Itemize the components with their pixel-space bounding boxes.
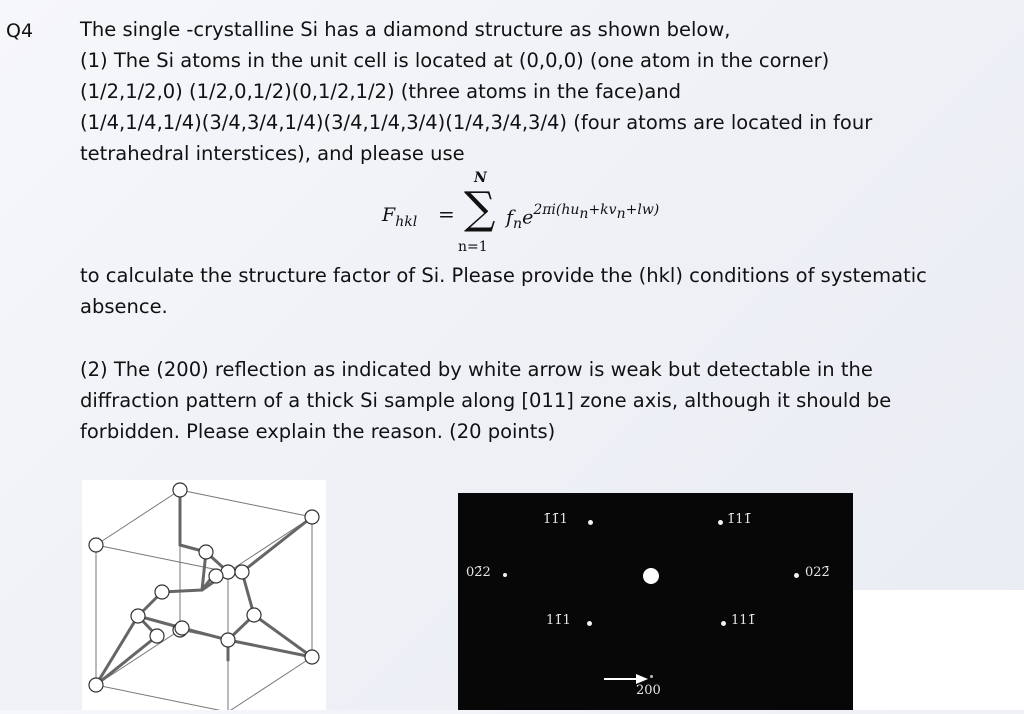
question-number: Q4 xyxy=(6,20,34,42)
formula-lhs: $F_{hkl}$ xyxy=(382,204,418,230)
spot-label-200: 200 xyxy=(636,683,661,698)
central-beam-spot xyxy=(643,568,659,584)
question-intro xyxy=(80,14,1010,169)
diffraction-spot xyxy=(587,621,592,626)
formula-term: $f_ne^{2\pi i(hu_n+kv_n+lw)}$ xyxy=(506,202,660,233)
sum-upper-limit: N xyxy=(474,170,487,186)
part2-question xyxy=(80,354,1010,447)
spot-label-111bar: 111̄ xyxy=(731,613,756,628)
intro-line: (1) The Si atoms in the unit cell is located at (0,0,0) (one atom in the corner) xyxy=(80,49,830,72)
calc-line: to calculate the structure factor of Si. Please provide the (hkl) conditions of systematic xyxy=(80,264,927,287)
sum-lower-limit: n=1 xyxy=(458,239,488,255)
spot-label-02bar2: 02̄2 xyxy=(466,565,491,580)
weak-200-spot xyxy=(650,675,653,678)
intro-line: (1/4,1/4,1/4)(3/4,3/4,1/4)(3/4,1/4,3/4)(1/4,3/4,3/4) (four atoms are located in four xyxy=(80,111,873,134)
structure-factor-formula xyxy=(370,168,750,260)
diamond-unit-cell-figure xyxy=(82,480,326,710)
formula-equals: = xyxy=(438,202,455,226)
diffraction-spot xyxy=(718,520,723,525)
intro-line: (1/2,1/2,0) (1/2,0,1/2)(0,1/2,1/2) (three atoms in the face)and xyxy=(80,80,682,103)
diffraction-spot xyxy=(503,573,507,577)
diffraction-spot xyxy=(588,520,593,525)
spot-label-022bar: 022̄ xyxy=(805,565,830,580)
diffraction-spot xyxy=(794,573,799,578)
sigma-symbol: ∑ xyxy=(464,183,496,234)
diffraction-spot xyxy=(721,621,726,626)
calc-line: absence. xyxy=(80,295,168,318)
part2-line: (2) The (200) reflection as indicated by white arrow is weak but detectable in the xyxy=(80,358,873,381)
part2-line: diffraction pattern of a thick Si sample along [011] zone axis, although it should be xyxy=(80,389,892,412)
spot-label-1bar1bar1: 1̄1̄1 xyxy=(543,512,568,527)
calc-instruction xyxy=(80,260,1010,322)
unit-cell-diagram xyxy=(82,480,326,710)
diffraction-pattern-figure xyxy=(458,493,853,710)
white-background-patch xyxy=(853,590,1024,710)
intro-line: The single -crystalline Si has a diamond structure as shown below, xyxy=(80,18,731,41)
intro-line: tetrahedral interstices), and please use xyxy=(80,142,465,165)
spot-label-11bar1: 11̄1 xyxy=(546,613,571,628)
part2-line: forbidden. Please explain the reason. (20 points) xyxy=(80,420,556,443)
spot-label-1bar11bar: 1̄11̄ xyxy=(727,512,752,527)
